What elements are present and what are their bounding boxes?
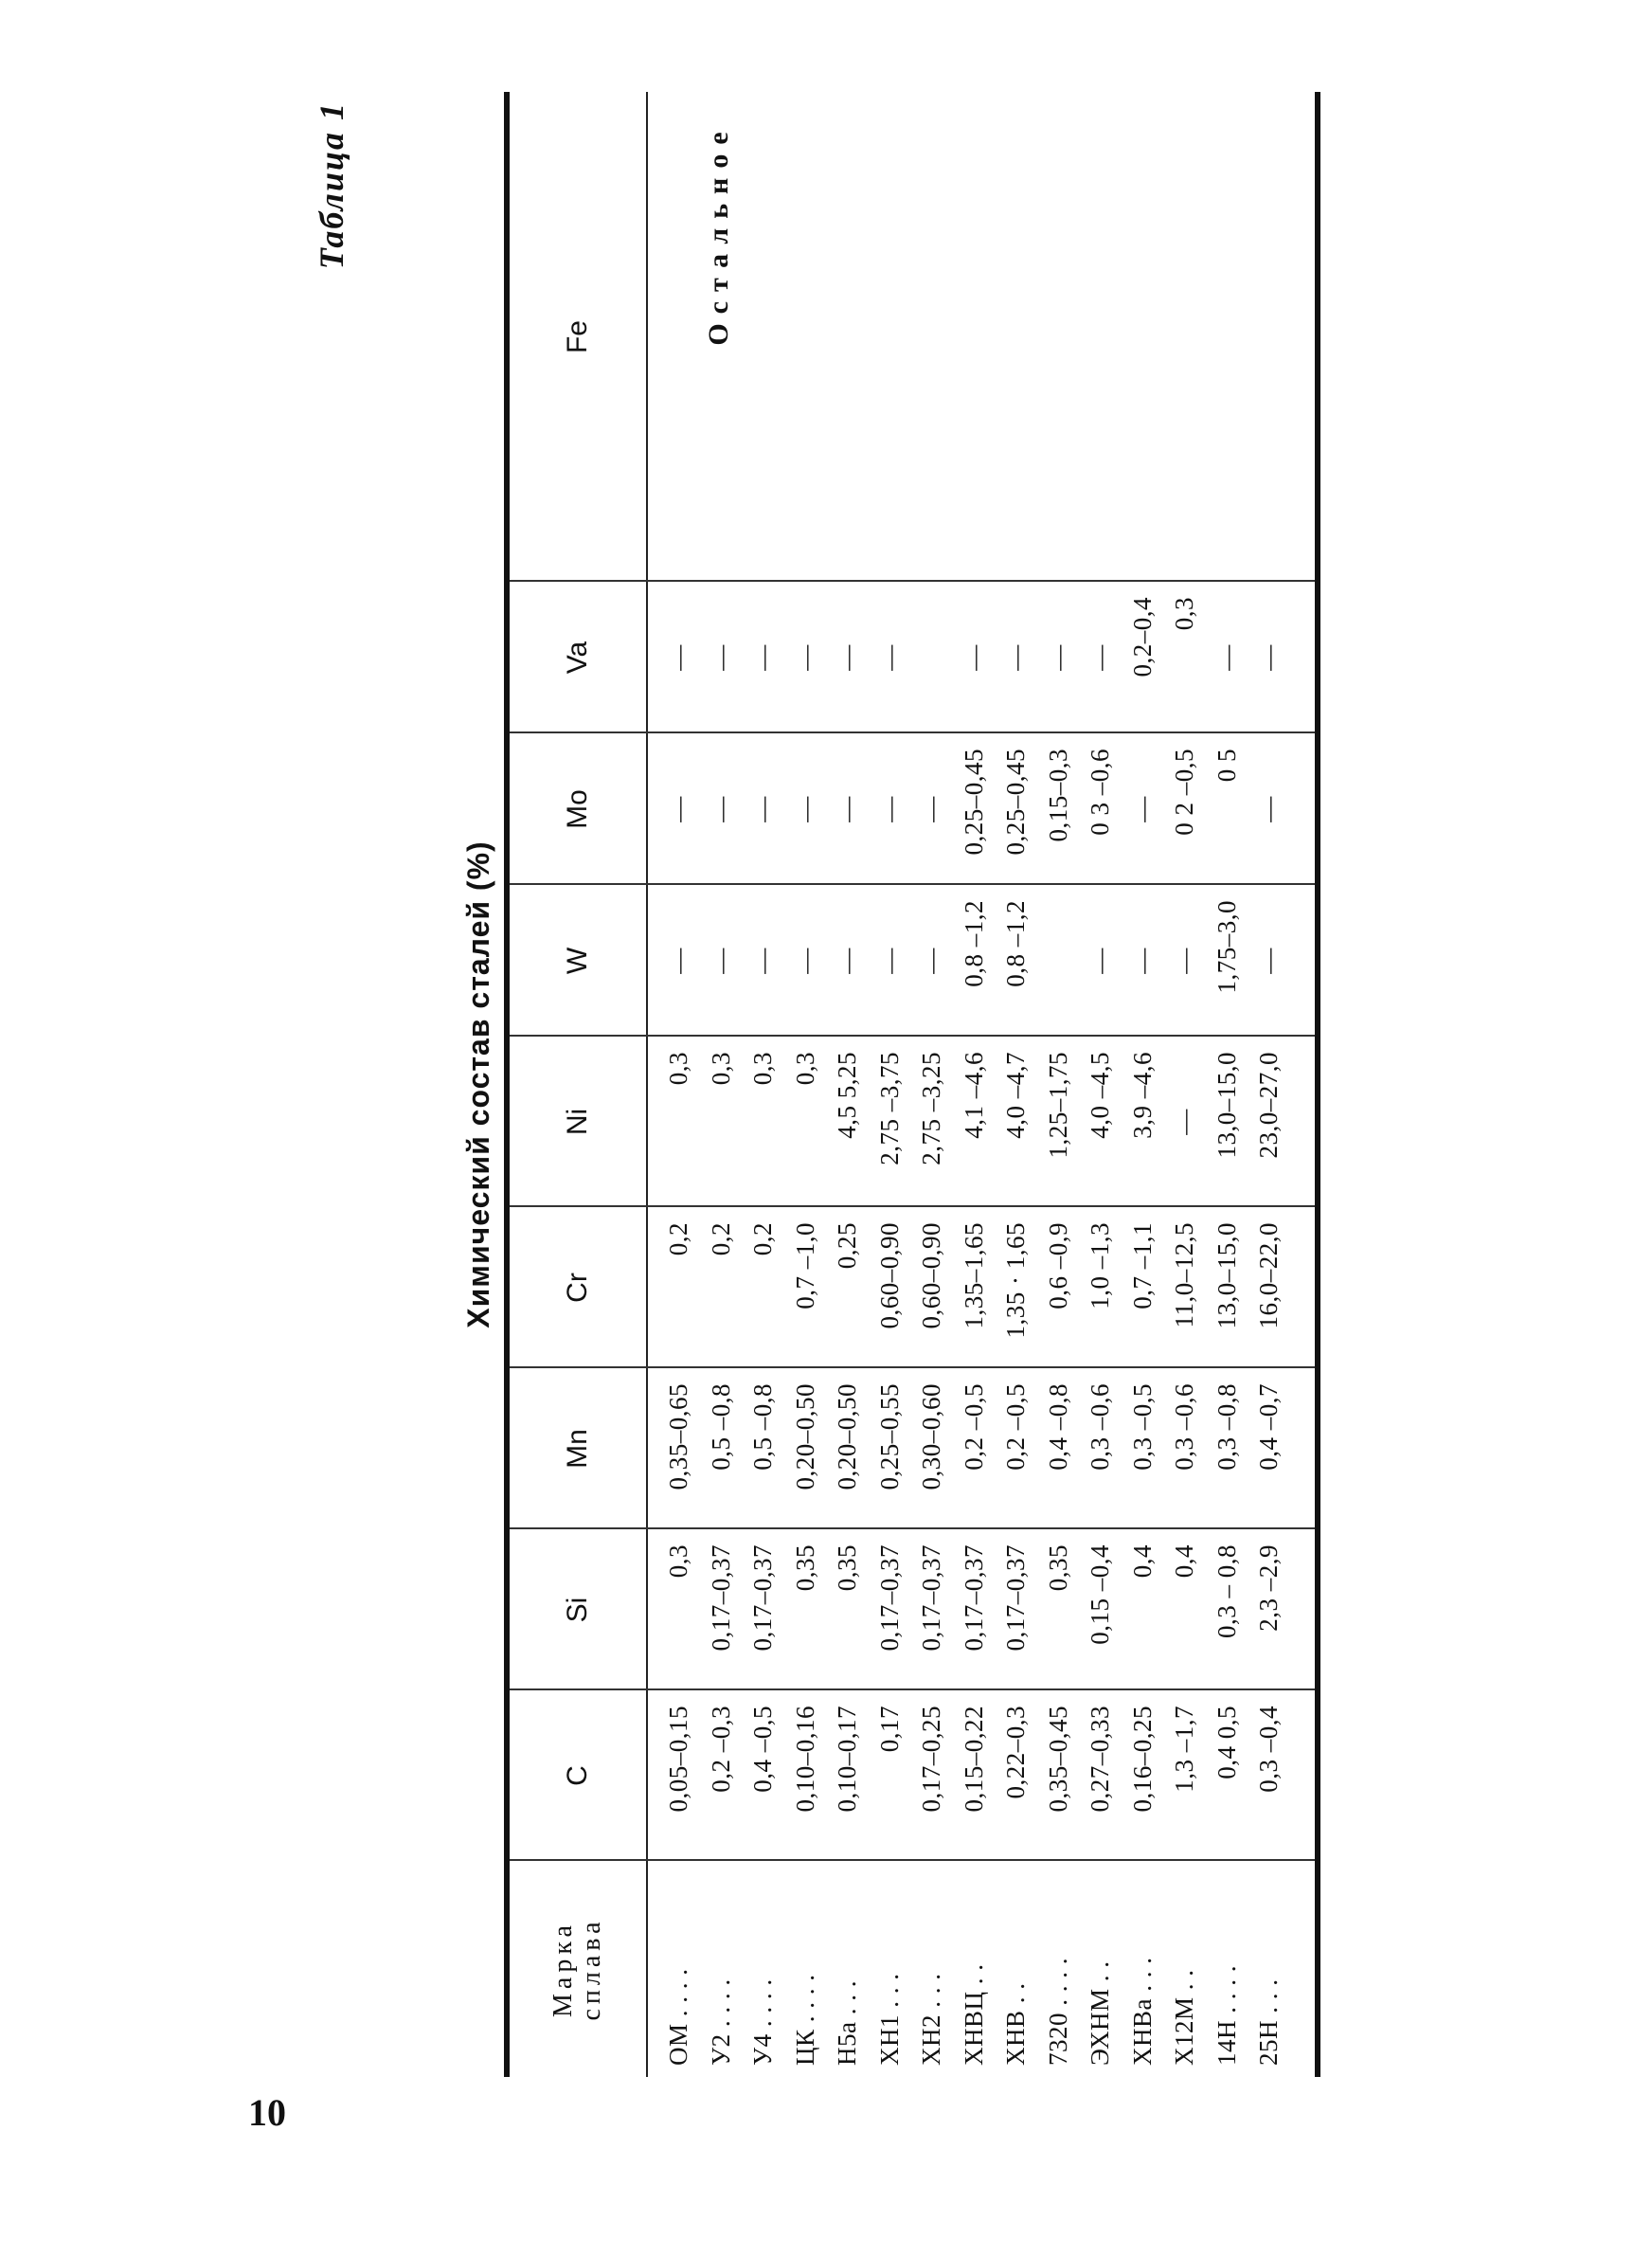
- cell-va: —: [1086, 644, 1114, 671]
- cell-cr: 0,6 –0,9: [1043, 1222, 1072, 1309]
- cell-cr: 0,60–0,90: [874, 1222, 904, 1329]
- table-row: [953, 92, 995, 2077]
- cell-mn: 0,2 –0,5: [1001, 1383, 1030, 1471]
- cell-mn: 0,25–0,55: [874, 1383, 904, 1490]
- table-row: [784, 92, 826, 2077]
- cell-si: 0,17–0,37: [748, 1544, 777, 1652]
- cell-si: 0,17–0,37: [917, 1544, 945, 1652]
- cell-ni: 4,1 –4,6: [959, 1052, 988, 1139]
- cell-ni: 4,5 5,25: [833, 1052, 861, 1139]
- cell-cr: 0,25: [833, 1222, 861, 1270]
- cell-cr: 0,60–0,90: [917, 1222, 945, 1329]
- table-row: [1122, 92, 1163, 2077]
- cell-va: 0,2–0,4: [1127, 597, 1157, 677]
- grade-cell: У2 . . . .: [706, 1978, 735, 2066]
- cell-w: —: [790, 948, 819, 974]
- table-row: [1248, 92, 1289, 2077]
- cell-va: —: [790, 644, 819, 671]
- cell-cr: 1,0 –1,3: [1086, 1222, 1114, 1309]
- cell-mn: 0,5 –0,8: [748, 1383, 777, 1471]
- cell-va: —: [1001, 644, 1030, 671]
- cell-mo: —: [1254, 796, 1283, 822]
- cell-si: 0,4: [1127, 1544, 1157, 1579]
- cell-va: —: [959, 644, 988, 671]
- cell-mn: 0,5 –0,8: [706, 1383, 735, 1471]
- cell-va: [910, 582, 952, 733]
- cell-mo: —: [833, 796, 861, 822]
- cell-va: —: [748, 644, 777, 671]
- cell-si: 0,15 –0,4: [1086, 1544, 1114, 1645]
- table-row: [1163, 92, 1205, 2077]
- cell-mo: 0 2 –0,5: [1170, 749, 1198, 836]
- cell-mo: 0,25–0,45: [959, 749, 988, 856]
- cell-c: 0,05–0,15: [664, 1706, 692, 1813]
- cell-cr: 0,2: [664, 1222, 692, 1256]
- column-header-line: сплава: [577, 1917, 606, 2021]
- grade-cell: ХНВЦ . .: [959, 1963, 988, 2066]
- column-header-w: W: [562, 947, 593, 975]
- cell-mn: 0,4 –0,7: [1254, 1383, 1283, 1471]
- cell-si: 0,17–0,37: [1001, 1544, 1030, 1652]
- cell-ni: 23,0–27,0: [1254, 1052, 1283, 1159]
- cell-w: —: [1127, 948, 1157, 974]
- cell-mo: 0,15–0,3: [1043, 749, 1072, 842]
- cell-w: —: [874, 948, 904, 974]
- cell-mo: —: [706, 796, 735, 822]
- grade-cell: ХНВ . .: [1001, 1982, 1030, 2066]
- cell-w: —: [833, 948, 861, 974]
- column-header-si: Si: [562, 1597, 593, 1623]
- cell-ni: 0,3: [706, 1052, 735, 1086]
- cell-ni: 0,3: [790, 1052, 819, 1086]
- cell-si: 0,35: [790, 1544, 819, 1592]
- cell-w: —: [917, 948, 945, 974]
- cell-si: 0,17–0,37: [874, 1544, 904, 1652]
- column-header-va: Va: [562, 641, 593, 675]
- column-header-mn: Mn: [562, 1429, 593, 1469]
- cell-w: 0,8 –1,2: [1001, 900, 1030, 987]
- fe-remainder-text: Остальное: [703, 122, 734, 346]
- cell-cr: 0,7 –1,0: [790, 1222, 819, 1309]
- cell-si: 0,35: [833, 1544, 861, 1592]
- cell-mo: —: [1127, 796, 1157, 822]
- cell-w: —: [1254, 948, 1283, 974]
- cell-mn: 0,2 –0,5: [959, 1383, 988, 1471]
- cell-cr: 11,0–12,5: [1170, 1222, 1198, 1328]
- table-row: [869, 92, 910, 2077]
- column-header-cr: Cr: [562, 1273, 593, 1303]
- grade-cell: ОМ . . . .: [664, 1968, 692, 2066]
- cell-mn: 0,4 –0,8: [1043, 1383, 1072, 1471]
- cell-c: 0,10–0,17: [833, 1706, 861, 1813]
- cell-mn: 0,20–0,50: [790, 1383, 819, 1490]
- cell-ni: 4,0 –4,7: [1001, 1052, 1030, 1139]
- table-row: [1079, 92, 1121, 2077]
- cell-w: —: [706, 948, 735, 974]
- cell-ni: 1,25–1,75: [1043, 1052, 1072, 1159]
- grade-cell: ЭХНМ . .: [1086, 1960, 1114, 2066]
- cell-va: —: [1043, 644, 1072, 671]
- cell-mo: 0,25–0,45: [1001, 749, 1030, 856]
- cell-si: 0,17–0,37: [959, 1544, 988, 1652]
- table-row: [995, 92, 1036, 2077]
- cell-c: 0,35–0,45: [1043, 1706, 1072, 1813]
- cell-cr: 13,0–15,0: [1212, 1222, 1241, 1329]
- cell-c: 0,17–0,25: [917, 1706, 945, 1813]
- cell-ni: —: [1170, 1109, 1198, 1135]
- rotated-table-page: [305, 92, 1366, 2077]
- cell-mn: 0,3 –0,5: [1127, 1383, 1157, 1471]
- cell-w: —: [664, 948, 692, 974]
- cell-c: 0,4 0,5: [1212, 1706, 1241, 1779]
- cell-c: 0,15–0,22: [959, 1706, 988, 1813]
- cell-c: 0,10–0,16: [790, 1706, 819, 1813]
- column-header-c: C: [562, 1765, 593, 1786]
- column-header-mo: Mo: [562, 789, 593, 829]
- cell-w: 1,75–3,0: [1212, 900, 1241, 994]
- cell-c: 0,3 –0,4: [1254, 1706, 1283, 1793]
- cell-c: 0,16–0,25: [1127, 1706, 1157, 1813]
- table-row: [657, 92, 699, 2077]
- table-row: [700, 92, 742, 2077]
- column-header-line: Марка: [548, 1921, 578, 2017]
- cell-w: —: [1086, 948, 1114, 974]
- cell-w: 0,8 –1,2: [959, 900, 988, 987]
- table-row: [1037, 92, 1079, 2077]
- cell-va: —: [874, 644, 904, 671]
- grade-cell: 25Н . . .: [1254, 1978, 1283, 2066]
- cell-va: —: [1254, 644, 1283, 671]
- cell-mn: 0,3 –0,6: [1086, 1383, 1114, 1471]
- cell-si: 0,3 – 0,8: [1212, 1544, 1241, 1638]
- grade-cell: 7320 . . . .: [1043, 1958, 1072, 2066]
- column-header-ni: Ni: [562, 1108, 593, 1136]
- cell-c: 0,27–0,33: [1086, 1706, 1114, 1813]
- cell-mo: 0 5: [1212, 749, 1241, 783]
- cell-si: 0,4: [1170, 1544, 1198, 1579]
- cell-c: 0,2 –0,3: [706, 1706, 735, 1793]
- cell-cr: 1,35 · 1,65: [1001, 1222, 1030, 1339]
- cell-si: 0,17–0,37: [706, 1544, 735, 1652]
- cell-w: [1037, 885, 1079, 1037]
- cell-mo: —: [664, 796, 692, 822]
- cell-cr: 1,35–1,65: [959, 1222, 988, 1329]
- header-rule: [646, 92, 648, 2077]
- table-row: [742, 92, 783, 2077]
- table-title: Химический состав сталей (%): [461, 840, 495, 1328]
- cell-ni: 2,75 –3,75: [874, 1052, 904, 1165]
- cell-cr: 0,7 –1,1: [1127, 1222, 1157, 1309]
- table-row: [910, 92, 952, 2077]
- table-header-row: [510, 92, 646, 2077]
- grade-cell: ЦК . . . .: [790, 1974, 819, 2066]
- column-header-grade: [510, 1861, 646, 2077]
- cell-va: —: [706, 644, 735, 671]
- cell-mn: 0,30–0,60: [917, 1383, 945, 1490]
- grade-cell: ХН2 . . .: [917, 1973, 945, 2066]
- cell-va: —: [1212, 644, 1241, 671]
- cell-ni: 13,0–15,0: [1212, 1052, 1241, 1159]
- cell-mo: —: [790, 796, 819, 822]
- cell-va: 0,3: [1170, 597, 1198, 631]
- cell-cr: 0,2: [706, 1222, 735, 1256]
- cell-cr: 0,2: [748, 1222, 777, 1256]
- table-row: [826, 92, 868, 2077]
- cell-c: 0,22–0,3: [1001, 1706, 1030, 1799]
- grade-cell: ХНВа . . .: [1127, 1957, 1157, 2066]
- cell-mn: 0,3 –0,6: [1170, 1383, 1198, 1471]
- cell-si: 0,35: [1043, 1544, 1072, 1592]
- cell-ni: 3,9 –4,6: [1127, 1052, 1157, 1139]
- grade-cell: Х12М . .: [1170, 1969, 1198, 2066]
- table-bottom-rule: [1315, 92, 1320, 2077]
- grade-cell: ХН1 . . .: [874, 1973, 904, 2066]
- cell-ni: 0,3: [664, 1052, 692, 1086]
- cell-ni: 0,3: [748, 1052, 777, 1086]
- cell-va: —: [664, 644, 692, 671]
- page-number: 10: [248, 2091, 286, 2134]
- cell-mo: —: [917, 796, 945, 822]
- cell-mn: 0,35–0,65: [664, 1383, 692, 1490]
- cell-ni: 4,0 –4,5: [1086, 1052, 1114, 1139]
- cell-c: 0,17: [874, 1706, 904, 1753]
- table-label: Таблица 1: [313, 101, 350, 270]
- grade-cell: У4 . . . .: [748, 1978, 777, 2066]
- grade-cell: Н5а . . .: [833, 1980, 861, 2066]
- cell-va: —: [833, 644, 861, 671]
- cell-ni: 2,75 –3,25: [917, 1052, 945, 1165]
- column-header-fe: Fe: [562, 320, 593, 354]
- grade-cell: 14Н . . . .: [1212, 1965, 1241, 2066]
- cell-mo: —: [748, 796, 777, 822]
- cell-si: 2,3 –2,9: [1254, 1544, 1283, 1632]
- cell-w: —: [1170, 948, 1198, 974]
- cell-c: 0,4 –0,5: [748, 1706, 777, 1793]
- cell-cr: 16,0–22,0: [1254, 1222, 1283, 1329]
- cell-mn: 0,20–0,50: [833, 1383, 861, 1490]
- cell-w: —: [748, 948, 777, 974]
- cell-mo: 0 3 –0,6: [1086, 749, 1114, 836]
- cell-c: 1,3 –1,7: [1170, 1706, 1198, 1793]
- table-row: [1206, 92, 1248, 2077]
- cell-mn: 0,3 –0,8: [1212, 1383, 1241, 1471]
- cell-mo: —: [874, 796, 904, 822]
- cell-si: 0,3: [664, 1544, 692, 1579]
